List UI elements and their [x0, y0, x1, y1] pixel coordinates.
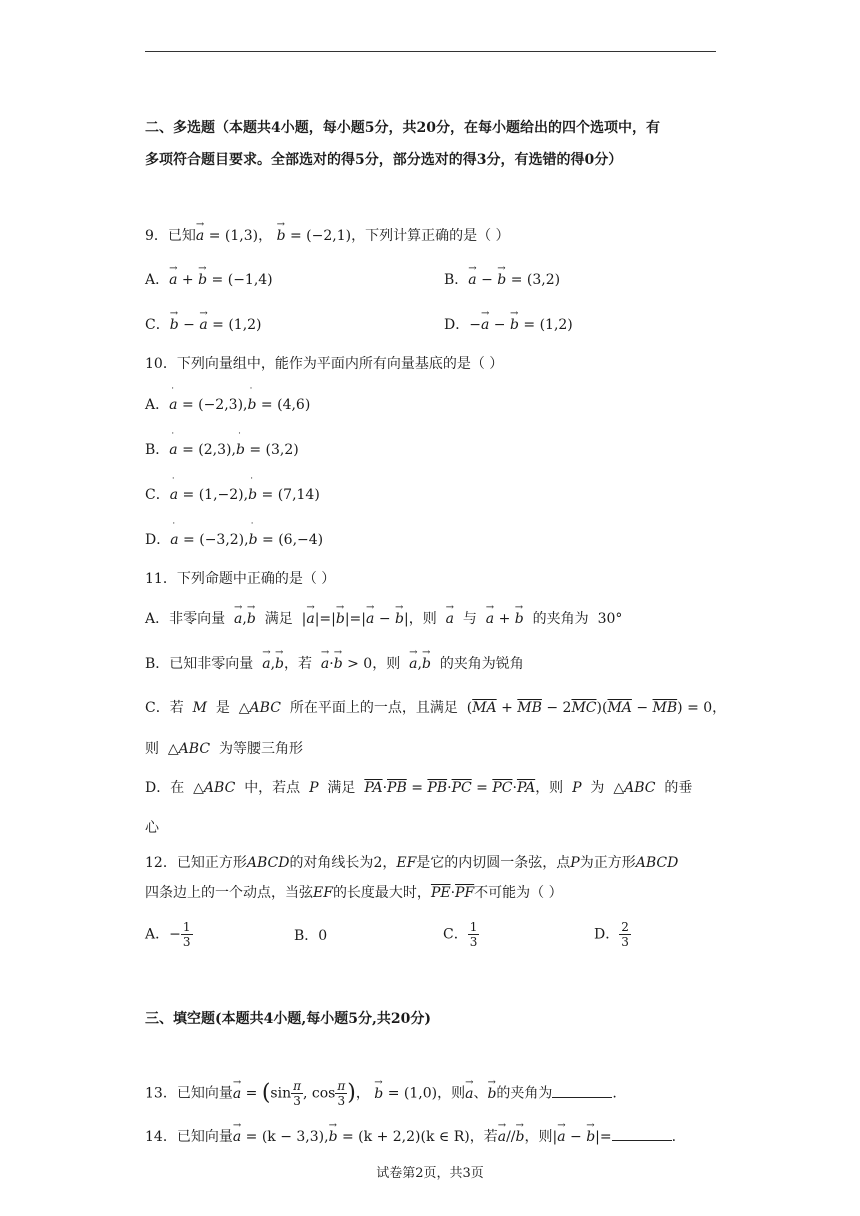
header-rule — [145, 51, 716, 52]
q12-option-d: D． $\frac{2}{3}$ — [594, 920, 629, 949]
q9-option-a: A．→ a + → b = (−1,4) — [145, 270, 273, 290]
q9-option-b: B．→ a − → b = (3,2) — [444, 270, 560, 290]
q10-option-c: C．˙ a = (1,−2),˙ b = (7,14) — [145, 485, 320, 505]
q10-option-b: B．˙ a = (2,3),˙ b = (3,2) — [145, 440, 299, 460]
q9-option-d: D．−→ a − → b = (1,2) — [444, 315, 573, 335]
section2-title-line1: 二、多选题（本题共4小题，每小题5分，共20分，在每小题给出的四个选项中，有 — [145, 120, 660, 136]
q10-option-a: A．˙ a = (−2,3),˙ b = (4,6) — [145, 395, 310, 415]
section3-title: 三、填空题(本题共4小题,每小题5分,共20分) — [145, 1011, 431, 1027]
q11-option-a: A．非零向量 → a,→ b 满足 |→ a|=|→ b|=|→ a − → b|，则 → a 与 → a + → b 的夹角为 30° — [145, 609, 622, 629]
q12-line2: 四条边上的一个动点，当弦EF的长度最大时，$\overline{PE}\cdot\overline{PF}$不可能为（ ） — [145, 885, 563, 901]
q12-line1: 12．已知正方形ABCD的对角线长为2，EF是它的内切圆一条弦，点P为正方形ABCD — [145, 855, 679, 871]
q11-option-b: B．已知非零向量 → a,→ b，若 → a·→ b > 0，则 → a,→ b 的夹角为锐角 — [145, 654, 524, 674]
q11-option-c-cont: 则 △ABC 为等腰三角形 — [145, 741, 303, 757]
q11-option-c: C．若 M 是 △ABC 所在平面上的一点，且满足 $(\overline{MA} + \overline{MB} - 2\overline{MC})(\overline{MA} - \overline{MB}) = 0$， — [145, 700, 727, 716]
q14-answer-blank[interactable] — [612, 1126, 672, 1141]
q12-option-b: B．0 — [294, 928, 328, 944]
q10-option-d: D．˙ a = (−3,2),˙ b = (6,−4) — [145, 530, 323, 550]
page-footer: 试卷第2页，共3页 — [376, 1166, 484, 1181]
q13-answer-blank[interactable] — [552, 1083, 612, 1098]
q9-option-c: C．→ b − → a = (1,2) — [145, 315, 262, 335]
section2-title-line2: 多项符合题目要求。全部选对的得5分，部分选对的得3分，有选错的得0分） — [145, 152, 623, 168]
q12-option-a: A．− $\frac{1}{3}$ — [145, 920, 191, 949]
q11-stem: 11．下列命题中正确的是（ ） — [145, 571, 336, 587]
q12-option-c: C． $\frac{1}{3}$ — [443, 920, 478, 949]
q13: 13．已知向量→ a = (sin $\frac{\pi}{3}$ , cos $\frac{\pi}{3}$ )， → b = (1,0)，则→ a、→ b的夹角为 . — [145, 1079, 617, 1108]
q9-stem: 9．已知→ a = (1,3)， → b = (−2,1)，下列计算正确的是（ ） — [145, 226, 510, 246]
q11-option-d-cont: 心 — [145, 820, 159, 836]
q10-stem: 10．下列向量组中，能作为平面内所有向量基底的是（ ） — [145, 356, 504, 372]
q11-option-d: D．在 △ABC 中，若点 P 满足 $\overline{PA}\cdot\overline{PB} = \overline{PB}\cdot\overline{PC} = \overline{PC}\cdot\overline{PA}$，则 P 为 △ABC 的垂 — [145, 780, 693, 796]
q14: 14．已知向量→ a = (k − 3,3),→ b = (k + 2,2)(k ∈ R)，若→ a//→ b，则|→ a − → b|= . — [145, 1126, 676, 1147]
